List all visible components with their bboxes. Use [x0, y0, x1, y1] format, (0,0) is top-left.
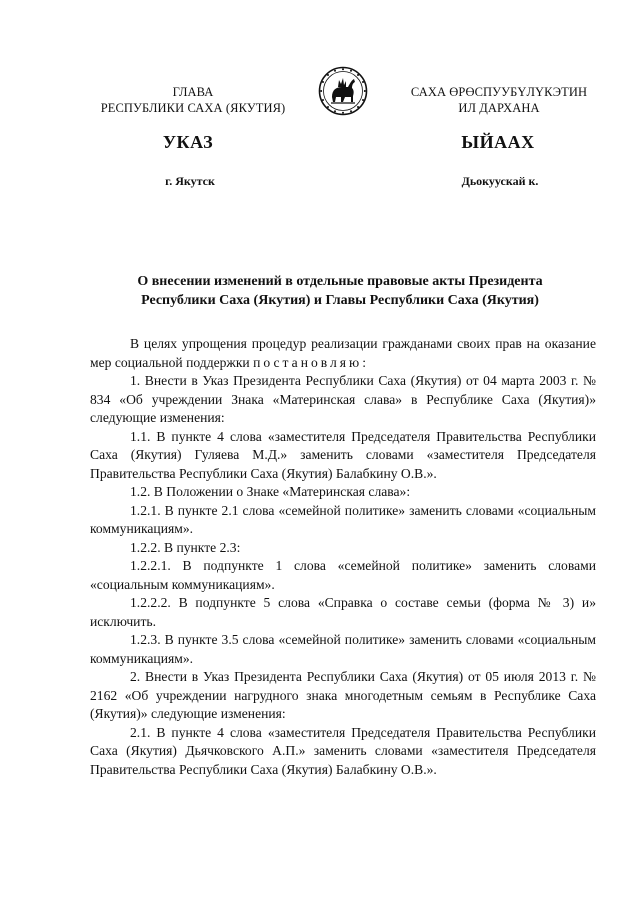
paragraph-1-2-3: 1.2.3. В пункте 3.5 слова «семейной политике» заменить словами «социальным коммуникациям». — [90, 632, 596, 666]
header-left — [78, 84, 308, 116]
preamble-text: В целях упрощения процедур реализации гражданами своих прав на оказание мер социальной поддержки — [90, 336, 596, 370]
coat-of-arms-icon — [318, 66, 368, 116]
header-left-line2: РЕСПУБЛИКИ САХА (ЯКУТИЯ) — [100, 101, 286, 115]
paragraph-1-2-2-1: 1.2.2.1. В подпункте 1 слова «семейной политике» заменить словами «социальным коммуникациям». — [90, 558, 596, 592]
document-title — [80, 272, 600, 310]
document-title-line2: Республики Саха (Якутия) и Главы Республики Саха (Якутия) — [141, 293, 539, 308]
preamble-paragraph — [90, 335, 596, 372]
header-right-line2: ИЛ ДАРХАНА — [458, 101, 540, 115]
paragraph-1-2: 1.2. В Положении о Знаке «Материнская слава»: — [130, 484, 411, 499]
paragraph-2-1: 2.1. В пункте 4 слова «заместителя Председателя Правительства Республики Саха (Якутия) Дьячковского А.П.» заменить словами «заместителя Председателя Правительства Республики Саха (Якутия) Балабкину О.В.». — [90, 724, 596, 777]
paragraph-1-1: 1.1. В пункте 4 слова «заместителя Председателя Правительства Республики Саха (Якутия) Гуляева М.Д.» заменить словами «заместителя Председателя Правительства Республики Саха (Якутия) Балабкину О.В.». — [90, 428, 596, 481]
city-ru: г. Якутск — [165, 174, 215, 188]
paragraph-1-2-1: 1.2.1. В пункте 2.1 слова «семейной политике» заменить словами «социальным коммуникациям». — [90, 502, 596, 536]
preamble-resolution-word: постановляю: — [253, 354, 369, 370]
paragraph-2: 2. Внести в Указ Президента Республики Саха (Якутия) от 05 июля 2013 г. № 2162 «Об учреждении нагрудного знака многодетным семьям в Республике Саха (Якутия)» следующие изменения: — [90, 669, 596, 721]
paragraph-1: 1. Внести в Указ Президента Республики Саха (Якутия) от 04 марта 2003 г. № 834 «Об учреждении Знака «Материнская слава» в Республике Саха (Якутия)» следующие изменения: — [90, 373, 596, 425]
document-title-line1: О внесении изменений в отдельные правовые акты Президента — [137, 274, 543, 289]
header-right — [392, 84, 606, 116]
paragraph-1-2-2-2: 1.2.2.2. В подпункте 5 слова «Справка о составе семьи (форма № 3) и» исключить. — [90, 595, 596, 629]
header-left-line1: ГЛАВА — [172, 85, 214, 99]
paragraph-1-2-2: 1.2.2. В пункте 2.3: — [130, 539, 241, 555]
decree-title-sakha: ЫЙААХ — [461, 132, 535, 152]
decree-title-ru: УКАЗ — [162, 132, 214, 152]
header-right-line1: САХА ӨРӨСПУУБҮЛҮКЭТИН — [410, 85, 588, 99]
city-sakha: Дьокуускай к. — [461, 174, 539, 188]
document-body — [90, 335, 596, 779]
